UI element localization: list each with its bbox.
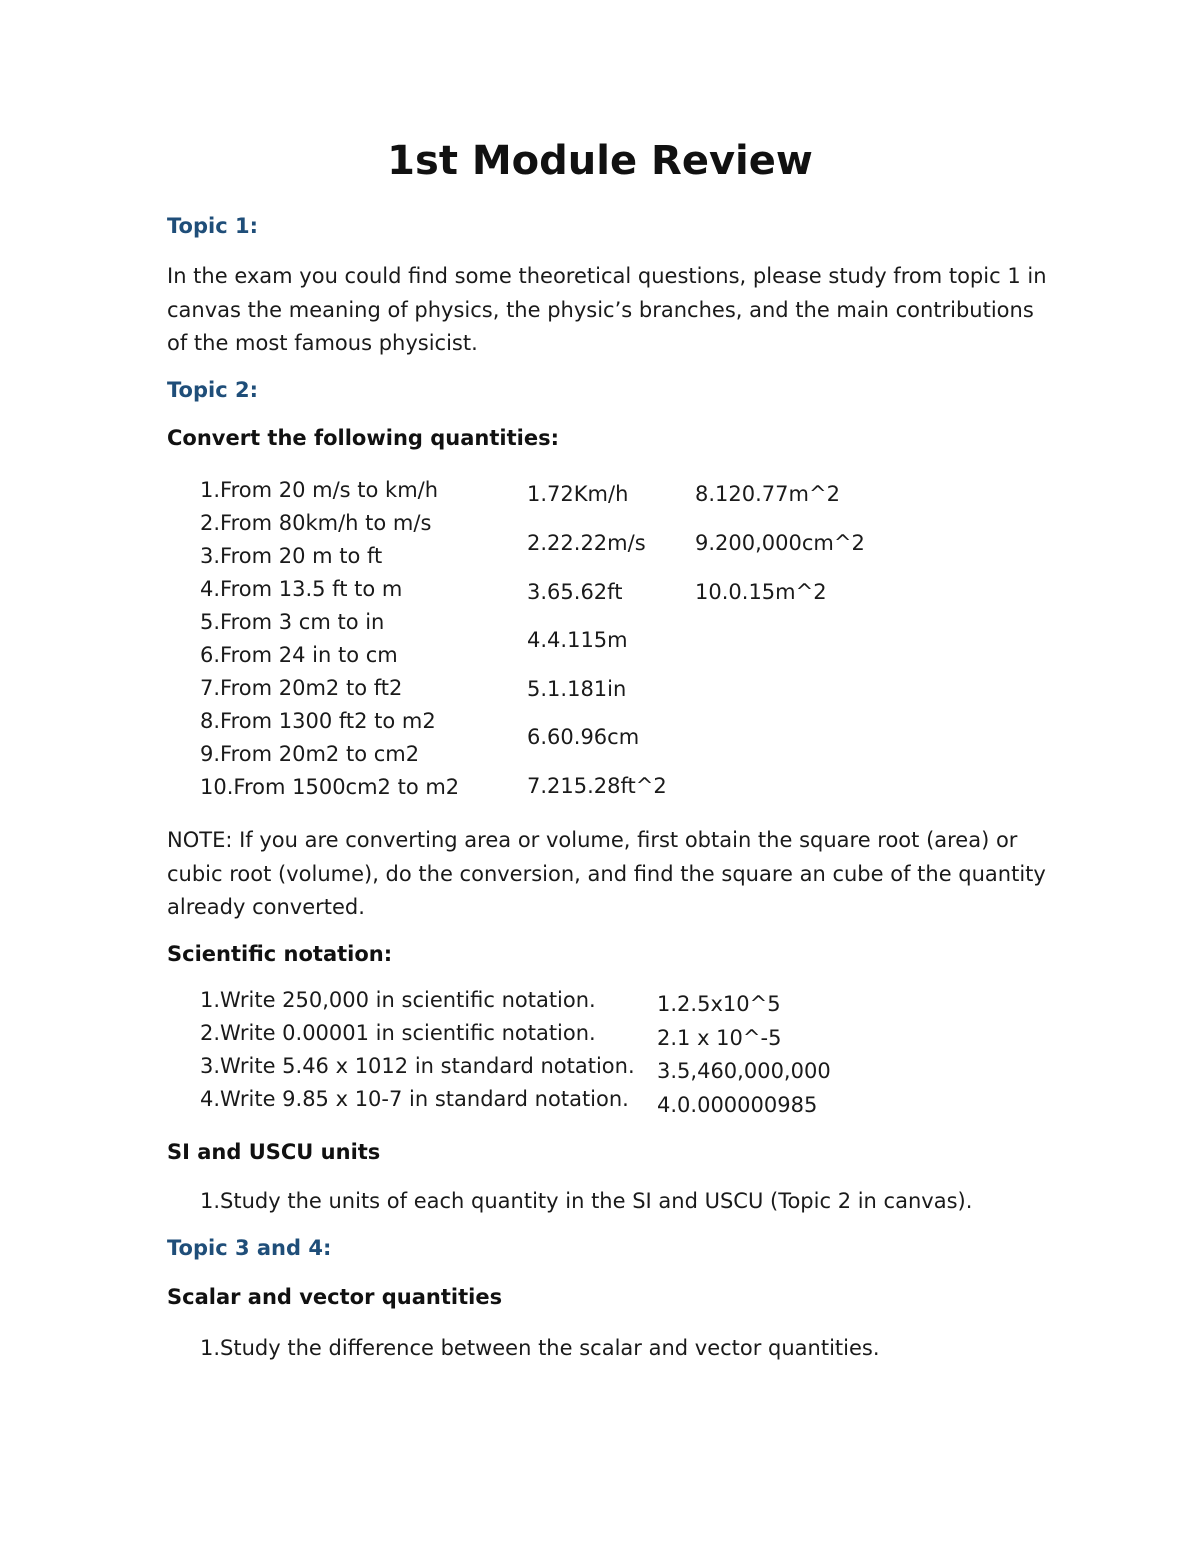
list-item: 2.1 x 10^-5: [657, 1025, 782, 1050]
list-item: 7.From 20m2 to ft2: [200, 676, 403, 700]
conversion-note: NOTE: If you are converting area or volume, first obtain the square root (area) or cubic root (volume), do the conversion, and find the square an cube of the quantity already converted.: [167, 828, 1046, 919]
topic-1-paragraph: In the exam you could find some theoretical questions, please study from topic 1 in canvas the meaning of physics, the physic’s branches, and the main contributions of the most famous physicist.: [167, 264, 1047, 355]
answer-1: 1.72Km/h: [527, 482, 629, 506]
scalar-vector-heading: Scalar and vector quantities: [167, 1285, 503, 1309]
list-item: 4.0.000000985: [657, 1092, 818, 1117]
list-item: 6.From 24 in to cm: [200, 643, 398, 667]
answer-5: 5.1.181in: [527, 677, 627, 701]
scientific-notation-heading: Scientific notation:: [167, 942, 393, 966]
scientific-question-list: [200, 988, 635, 1120]
answer-7: 7.215.28ft^2: [527, 774, 667, 798]
topic-3-4-heading: Topic 3 and 4:: [167, 1236, 332, 1260]
answer-6: 6.60.96cm: [527, 725, 640, 749]
list-item: 3.From 20 m to ft: [200, 544, 383, 568]
answer-10: 10.0.15m^2: [695, 580, 827, 604]
topic-2-heading: Topic 2:: [167, 378, 258, 402]
list-item: 1.From 20 m/s to km/h: [200, 478, 439, 502]
list-item: 3.5,460,000,000: [657, 1059, 831, 1083]
conversions-heading: Convert the following quantities:: [167, 426, 559, 450]
list-item: 4.From 13.5 ft to m: [200, 577, 403, 601]
list-item: 3.Write 5.46 x 1012 in standard notation.: [200, 1054, 635, 1078]
list-item: 5.From 3 cm to in: [200, 610, 385, 634]
conversion-question-list: [200, 478, 459, 808]
list-item: 10.From 1500cm2 to m2: [200, 775, 460, 799]
list-item: 1.Write 250,000 in scientific notation.: [200, 988, 596, 1012]
list-item: 1.Study the difference between the scalar and vector quantities.: [200, 1336, 880, 1360]
answer-8: 8.120.77m^2: [695, 482, 840, 506]
page-title: 1st Module Review: [387, 138, 813, 184]
list-item: 8.From 1300 ft2 to m2: [200, 709, 436, 733]
list-item: 9.From 20m2 to cm2: [200, 742, 420, 766]
topic-1-heading: Topic 1:: [167, 214, 258, 238]
answer-4: 4.4.115m: [527, 628, 628, 652]
answer-9: 9.200,000cm^2: [695, 531, 865, 555]
list-item: 2.From 80km/h to m/s: [200, 511, 432, 535]
units-heading: SI and USCU units: [167, 1140, 381, 1164]
list-item: 1.2.5x10^5: [657, 992, 781, 1016]
answer-3: 3.65.62ft: [527, 580, 623, 604]
scientific-answer-list: [657, 992, 831, 1126]
list-item: 4.Write 9.85 x 10-7 in standard notation.: [200, 1087, 629, 1111]
answer-2: 2.22.22m/s: [527, 531, 646, 555]
list-item: 1.Study the units of each quantity in the SI and USCU (Topic 2 in canvas).: [200, 1189, 973, 1213]
list-item: 2.Write 0.00001 in scientific notation.: [200, 1021, 596, 1045]
